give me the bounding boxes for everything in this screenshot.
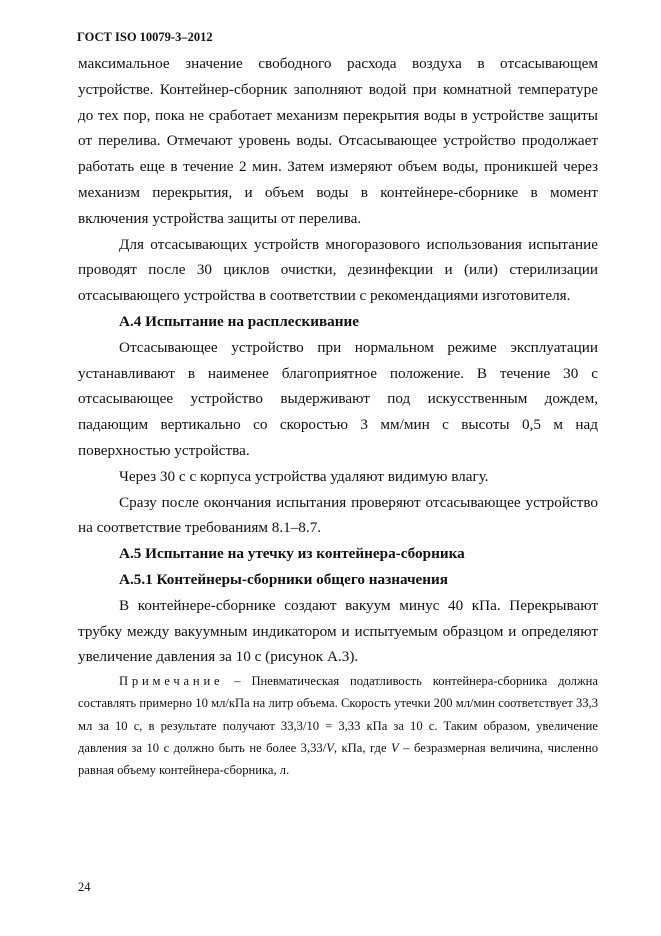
note-variable-v-2: V	[391, 740, 399, 755]
note-text-2: , кПа, где	[333, 740, 392, 755]
note-text-3: – безразмерная величина, численно равная объему контейнера-сборника, л.	[78, 740, 598, 777]
note-paragraph	[78, 670, 598, 781]
document-body	[78, 51, 598, 781]
paragraph-reusable-devices: Для отсасывающих устройств многоразового использования испытание проводят после 30 циклов очистки, дезинфекции и (или) стерилизации отсасывающего устройства в соответствии с рекомендациями изготовителя.	[78, 235, 598, 305]
paragraph-splash-test: Отсасывающее устройство при нормальном режиме эксплуатации устанавливают в наименее благоприятное положение. В течение 30 с отсасывающее устройство выдерживают под искусственным дождем, падающим вертикально со скоростью 3 мм/мин с высоты 0,5 м над поверхностью устройства.	[78, 338, 598, 459]
note-variable-v: V	[326, 740, 334, 755]
paragraph-continued: максимальное значение свободного расхода воздуха в отсасывающем устройстве. Контейнер-сборник заполняют водой при комнатной температуре до тех пор, пока не сработает механизм перекрытия воды в устройстве защиты от перелива. Отмечают уровень воды. Отсасывающее устройство продолжает работать еще в течение 2 мин. Затем измеряют объем воды, проникшей через механизм перекрытия, и объем воды в контейнере-сборнике в момент включения устройства защиты от перелива.	[78, 55, 598, 227]
paragraph-vacuum-test: В контейнере-сборнике создают вакуум минус 40 кПа. Перекрывают трубку между вакуумным индикатором и испытуемым образцом и определяют увеличение давления за 10 с (рисунок А.3).	[78, 596, 598, 666]
page-number: 24	[78, 880, 91, 894]
note-dash: –	[234, 674, 241, 689]
section-heading-a4: А.4 Испытание на расплескивание	[119, 312, 359, 330]
paragraph-remove-moisture: Через 30 с с корпуса устройства удаляют видимую влагу.	[119, 467, 489, 485]
paragraph-check-requirements: Сразу после окончания испытания проверяют отсасывающее устройство на соответствие требованиям 8.1–8.7.	[78, 493, 598, 537]
section-heading-a5: А.5 Испытание на утечку из контейнера-сборника	[119, 545, 465, 563]
note-text-1: Пневматическая податливость контейнера-сборника должна составлять примерно 10 мл/кПа на литр объема. Скорость утечки 200 мл/мин соответствует 33,3 мл за 10 с, в результате получают 33,3/10 = 3,33 кПа за 10 с. Таким образом, увеличение давления за 10 с должно быть не более 3,33/	[78, 674, 598, 755]
note-label: Примечание	[119, 674, 224, 689]
document-header: ГОСТ ISO 10079-3–2012	[77, 30, 213, 44]
section-heading-a51: А.5.1 Контейнеры-сборники общего назначения	[119, 570, 448, 588]
